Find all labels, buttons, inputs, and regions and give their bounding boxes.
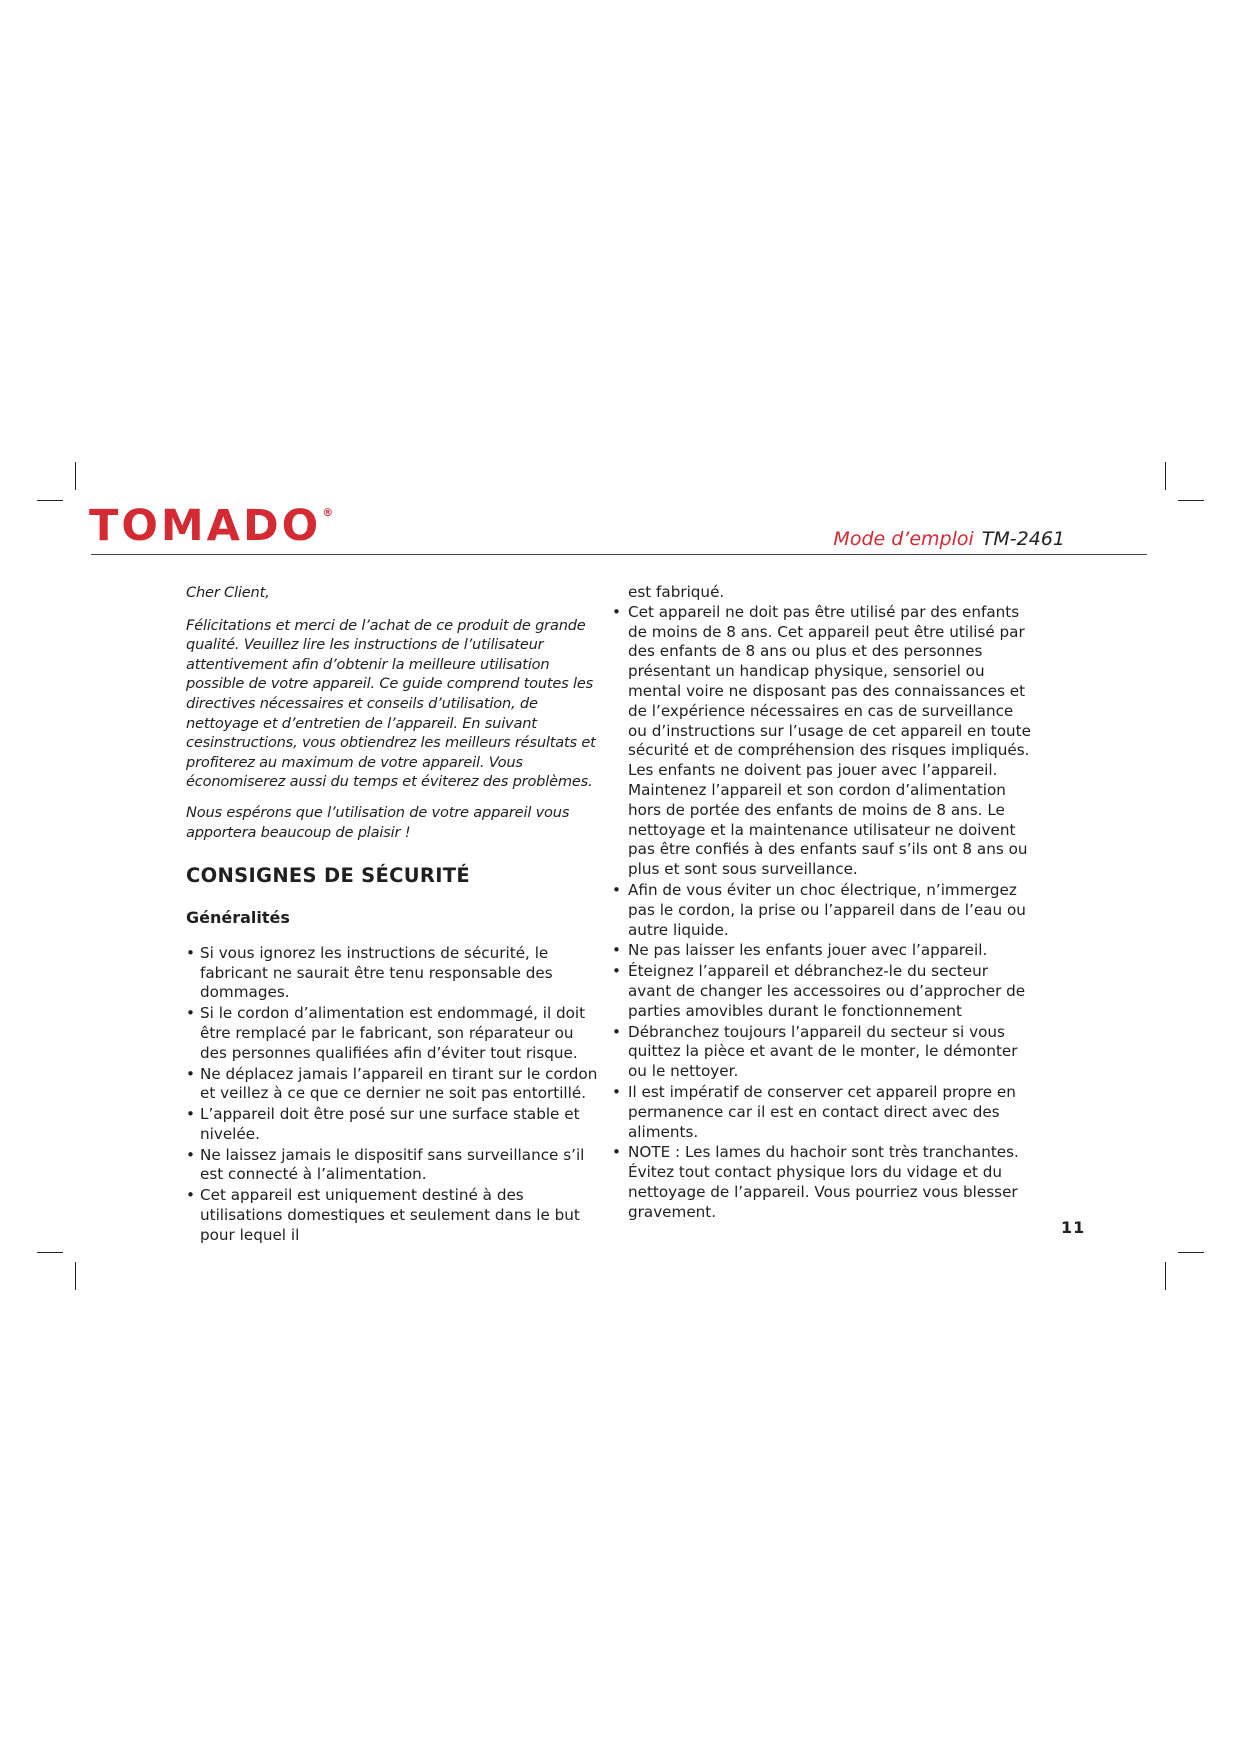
list-item: • Éteignez l’appareil et débranchez-le du secteur avant de changer les accessoires ou d’approcher de parties amovibles durant le fonctionnement [612, 962, 1032, 1021]
list-item: • Ne pas laisser les enfants jouer avec l’appareil. [612, 941, 1032, 961]
list-item: • Si vous ignorez les instructions de sécurité, le fabricant ne saurait être tenu responsable des dommages. [186, 944, 598, 1003]
crop-mark-top-left-vertical [75, 462, 76, 490]
model-number: TM-2461 [981, 528, 1065, 550]
crop-mark-bottom-left-horizontal [37, 1252, 63, 1253]
safety-list-right [612, 603, 1032, 1223]
crop-mark-top-left-horizontal [37, 500, 63, 501]
intro-paragraph-1: Félicitations et merci de l’achat de ce produit de grande qualité. Veuillez lire les instructions de l’utilisateur attentivement afin d’obtenir la meilleure utilisation possible de votre appareil. Ce guide comprend toutes les directives nécessaires et conseils d’utilisation, de nettoyage et d’entretien de l’appareil. En suivant cesinstructions, vous obtiendrez les meilleurs résultats et profiterez au maximum de votre appareil. Vous économiserez aussi du temps et éviterez des problèmes. [186, 616, 596, 791]
brand-logo [89, 501, 334, 551]
section-title: CONSIGNES DE SÉCURITÉ [186, 864, 470, 888]
registered-mark: ® [322, 506, 334, 519]
crop-mark-top-right-horizontal [1178, 500, 1204, 501]
list-item: • Cet appareil ne doit pas être utilisé par des enfants de moins de 8 ans. Cet appareil peut être utilisé par des enfants de 8 ans ou plus et des personnes présentant un handicap physique, sensoriel ou mental voire ne disposant pas des connaissances et de l’expérience nécessaires en cas de surveillance ou d’instructions sur l’usage de cet appareil en toute sécurité et de compréhension des risques impliqués. Les enfants ne doivent pas jouer avec l’appareil. Maintenez l’appareil et son cordon d’alimentation hors de portée des enfants de moins de 8 ans. Le nettoyage et la maintenance utilisateur ne doivent pas être confiés à des enfants sauf s’ils ont 8 ans ou plus et sont sous surveillance. [612, 603, 1032, 880]
crop-mark-bottom-left-vertical [75, 1262, 76, 1290]
list-item: • Si le cordon d’alimentation est endommagé, il doit être remplacé par le fabricant, son réparateur ou des personnes qualifiées afin d’éviter tout risque. [186, 1004, 598, 1063]
intro-paragraph-2: Nous espérons que l’utilisation de votre appareil vous apportera beaucoup de plaisir ! [186, 803, 570, 841]
greeting: Cher Client, [186, 584, 270, 601]
list-item: • Cet appareil est uniquement destiné à des utilisations domestiques et seulement dans le but pour lequel il [186, 1186, 598, 1245]
manual-title: Mode d’emploi [833, 528, 974, 550]
list-item: • L’appareil doit être posé sur une surface stable et nivelée. [186, 1105, 598, 1145]
list-item: • Ne laissez jamais le dispositif sans surveillance s’il est connecté à l’alimentation. [186, 1146, 598, 1186]
crop-mark-bottom-right-horizontal [1178, 1252, 1204, 1253]
crop-mark-bottom-right-vertical [1165, 1262, 1166, 1290]
page-number: 11 [1061, 1218, 1086, 1237]
subsection-title: Généralités [186, 907, 290, 927]
header-title [833, 530, 1065, 549]
list-item: • Afin de vous éviter un choc électrique, n’immergez pas le cordon, la prise ou l’appareil dans de l’eau ou autre liquide. [612, 881, 1032, 940]
left-column [186, 583, 598, 1247]
list-item: • Débranchez toujours l’appareil du secteur si vous quittez la pièce et avant de le monter, le démonter ou le nettoyer. [612, 1023, 1032, 1082]
right-column [612, 583, 1032, 1224]
brand-logo-text: TOMADO [89, 501, 322, 551]
list-item: • Ne déplacez jamais l’appareil en tirant sur le cordon et veillez à ce que ce dernier ne soit pas entortillé. [186, 1065, 598, 1105]
safety-list-left [186, 944, 598, 1246]
header-divider [91, 554, 1147, 555]
crop-mark-top-right-vertical [1165, 462, 1166, 490]
list-item: • NOTE : Les lames du hachoir sont très tranchantes. Évitez tout contact physique lors du vidage et du nettoyage de l’appareil. Vous pourriez vous blesser gravement. [612, 1143, 1032, 1222]
list-item: • Il est impératif de conserver cet appareil propre en permanence car il est en contact direct avec des aliments. [612, 1083, 1032, 1142]
list-item-continuation: est fabriqué. [628, 583, 725, 601]
intro [186, 583, 598, 842]
